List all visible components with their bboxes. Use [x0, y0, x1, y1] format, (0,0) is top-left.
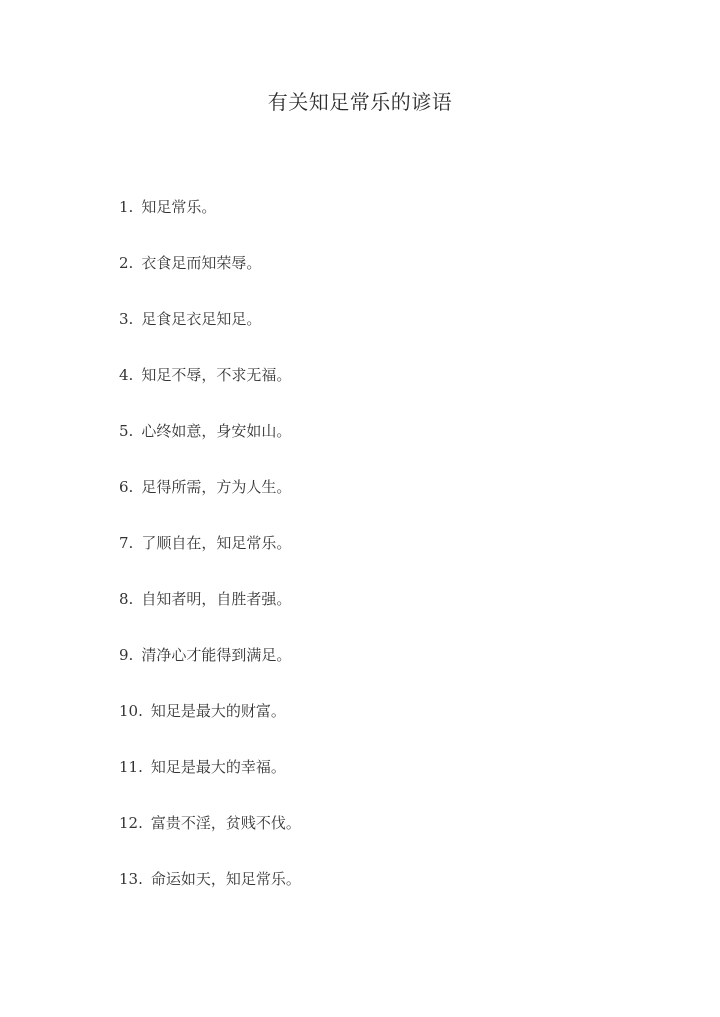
item-number: 12.: [119, 814, 143, 832]
list-item: [119, 755, 301, 811]
item-text: 自知者明，自胜者强。: [141, 590, 292, 608]
item-number: 10.: [119, 702, 143, 720]
item-text: 足得所需，方为人生。: [141, 478, 292, 496]
list-item: [119, 531, 301, 587]
list-item: [119, 419, 301, 475]
item-number: 8.: [119, 590, 134, 608]
item-text: 知足常乐。: [141, 198, 217, 216]
list-item: [119, 699, 301, 755]
item-number: 4.: [119, 366, 134, 384]
list-item: [119, 867, 301, 923]
item-number: 1.: [119, 198, 134, 216]
item-number: 5.: [119, 422, 134, 440]
item-text: 足食足衣足知足。: [141, 310, 262, 328]
item-text: 知足是最大的财富。: [150, 702, 286, 720]
list-item: [119, 363, 301, 419]
item-number: 11.: [119, 758, 143, 776]
list-item: [119, 251, 301, 307]
list-item: [119, 587, 301, 643]
list-item: [119, 195, 301, 251]
item-number: 13.: [119, 870, 143, 888]
item-number: 2.: [119, 254, 134, 272]
item-number: 7.: [119, 534, 134, 552]
item-text: 富贵不淫，贫贱不伐。: [150, 814, 301, 832]
list-item: [119, 643, 301, 699]
item-text: 知足是最大的幸福。: [150, 758, 286, 776]
item-text: 衣食足而知荣辱。: [141, 254, 262, 272]
list-item: [119, 811, 301, 867]
list-item: [119, 307, 301, 363]
item-text: 了顺自在，知足常乐。: [141, 534, 292, 552]
list-item: [119, 475, 301, 531]
item-number: 9.: [119, 646, 134, 664]
item-text: 清净心才能得到满足。: [141, 646, 292, 664]
item-number: 6.: [119, 478, 134, 496]
item-text: 知足不辱，不求无福。: [141, 366, 292, 384]
proverb-list: [119, 195, 301, 923]
item-text: 命运如天，知足常乐。: [150, 870, 301, 888]
document-title: 有关知足常乐的谚语: [267, 90, 453, 114]
item-number: 3.: [119, 310, 134, 328]
item-text: 心终如意，身安如山。: [141, 422, 292, 440]
